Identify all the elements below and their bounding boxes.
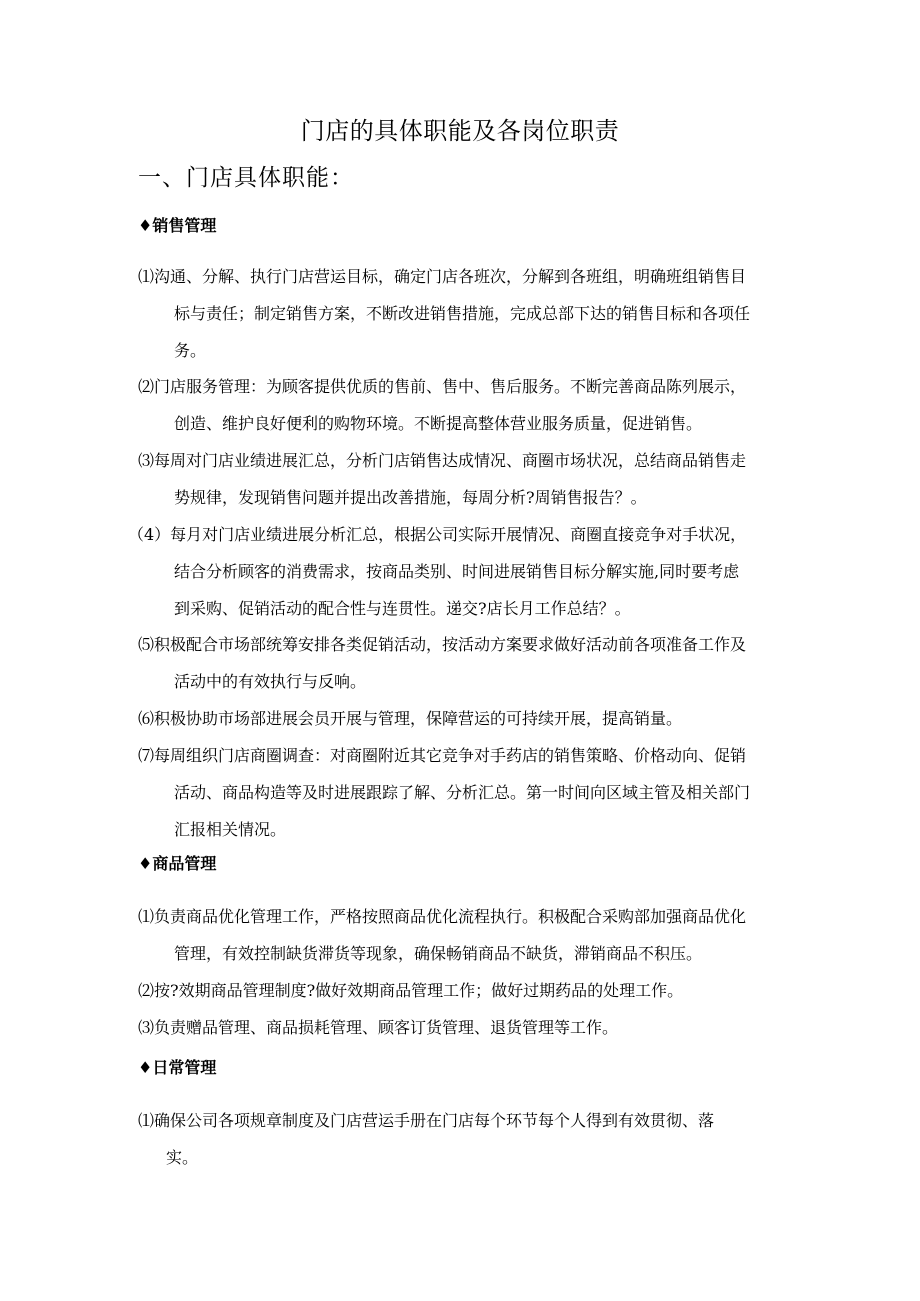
list-item xyxy=(138,626,788,700)
item-line: 活动中的有效执行与反响。 xyxy=(174,672,367,691)
item-line: ⑴确保公司各项规章制度及门店营运手册在门店每个环节每个人得到有效贯彻、落 xyxy=(138,1111,715,1130)
item-line: ⑺每周组织门店商圈调查：对商圈附近其它竞争对手药店的销售策略、价格动向、促销 xyxy=(138,746,747,765)
item-line: ⑹积极协助市场部进展会员开展与管理，保障营运的可持续开展，提高销量。 xyxy=(138,709,683,728)
item-line: 实。 xyxy=(166,1148,199,1167)
item-line: 活动、商品构造等及时进展跟踪了解、分析汇总。第一时间向区域主管及相关部门 xyxy=(174,783,751,802)
document-title: 门店的具体职能及各岗位职责 xyxy=(300,117,620,145)
section-heading-daily: ♦日常管理 xyxy=(138,1058,217,1077)
item-line: 势规律，发现销售问题并提出改善措施，每周分析?周销售报告？。 xyxy=(174,488,647,507)
item-line: 结合分析顾客的消费需求，按商品类别、时间进展销售目标分解实施,同时要考虑 xyxy=(174,562,740,581)
list-item xyxy=(138,737,788,848)
item-line: ⑶每周对门店业绩进展汇总，分析门店销售达成情况、商圈市场状况，总结商品销售走 xyxy=(138,451,747,470)
item-line: 创造、维护良好便利的购物环境。不断提高整体营业服务质量，促进销售。 xyxy=(174,414,703,433)
section-heading-sales: ♦销售管理 xyxy=(138,216,217,235)
list-item xyxy=(138,700,788,737)
item-line: 管理，有效控制缺货滞货等现象，确保畅销商品不缺货，滞销商品不积压。 xyxy=(174,944,703,963)
item-line: 汇报相关情况。 xyxy=(174,820,287,839)
item-line: 务。 xyxy=(174,341,207,360)
list-item xyxy=(128,516,778,627)
item-line: 到采购、促销活动的配合性与连贯性。递交?店长月工作总结？。 xyxy=(174,599,631,618)
list-item xyxy=(138,898,788,972)
item-line: ⑵按?效期商品管理制度?做好效期商品管理工作；做好过期药品的处理工作。 xyxy=(138,981,684,1000)
item-line: ⑵门店服务管理：为顾客提供优质的售前、售中、售后服务。不断完善商品陈列展示， xyxy=(138,377,747,396)
list-item xyxy=(138,1102,788,1176)
item-line: ⑴负责商品优化管理工作，严格按照商品优化流程执行。积极配合采购部加强商品优化 xyxy=(138,907,747,926)
chapter-heading: 一、门店具体职能： xyxy=(138,165,354,191)
list-item xyxy=(138,258,788,369)
list-item xyxy=(138,442,788,516)
section-heading-goods: ♦商品管理 xyxy=(138,854,217,873)
item-line: ⑴沟通、分解、执行门店营运目标，确定门店各班次，分解到各班组，明确班组销售目 xyxy=(138,267,747,286)
item-line: （4）每月对门店业绩进展分析汇总，根据公司实际开展情况、商圈直接竞争对手状况， xyxy=(128,525,747,544)
list-item xyxy=(138,1009,788,1046)
item-line: 标与责任；制定销售方案，不断改进销售措施，完成总部下达的销售目标和各项任 xyxy=(174,304,751,323)
list-item xyxy=(138,972,788,1009)
item-line: ⑸积极配合市场部统筹安排各类促销活动，按活动方案要求做好活动前各项准备工作及 xyxy=(138,635,747,654)
item-line: ⑶负责赠品管理、商品损耗管理、顾客订货管理、退货管理等工作。 xyxy=(138,1018,619,1037)
list-item xyxy=(138,368,788,442)
